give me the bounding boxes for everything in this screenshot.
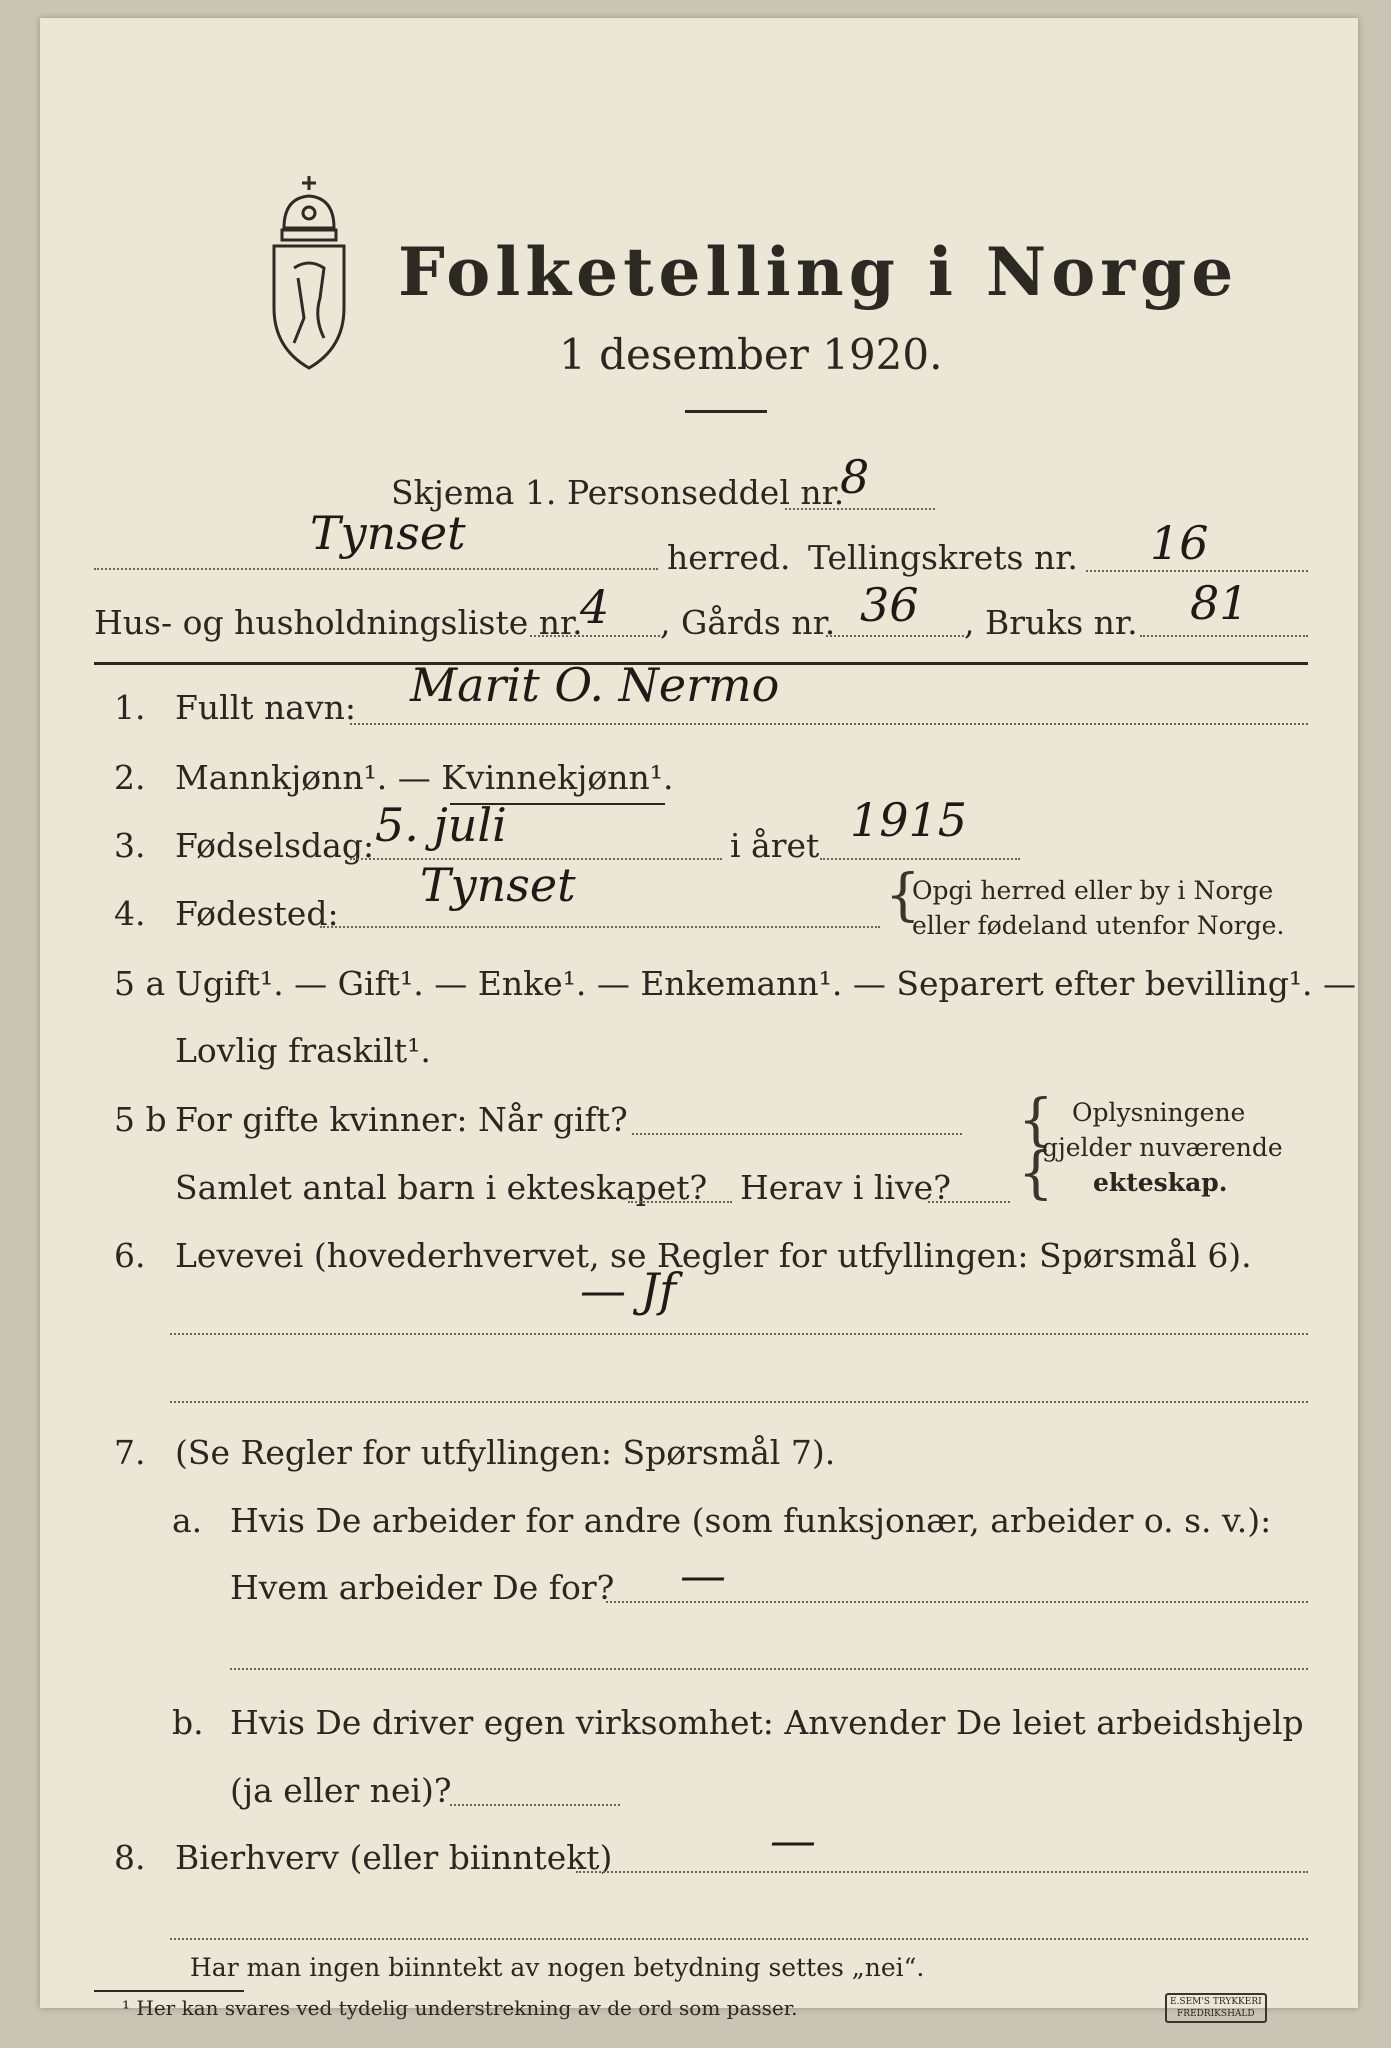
q3-year-label: i året: [730, 826, 820, 865]
employer-value[interactable]: —: [680, 1548, 726, 1602]
q7b-line: [450, 1804, 620, 1806]
hus-line: [530, 635, 660, 637]
footer-note: Har man ingen biinntekt av nogen betydning settes „nei“.: [190, 1953, 925, 1982]
q4-brace: {: [885, 863, 921, 928]
herred-label: herred.: [667, 538, 791, 577]
title-divider: [685, 410, 767, 413]
q6-number: 6.: [114, 1236, 146, 1275]
q5b-line2a: Samlet antal barn i ekteskapet?: [175, 1168, 708, 1207]
footnote-rule: [94, 1990, 244, 1992]
hus-value[interactable]: 4: [580, 580, 610, 634]
q1-number: 1.: [114, 688, 146, 727]
stamp-line1: E.SEM'S TRYKKERI: [1170, 1997, 1262, 2007]
gards-line: [826, 635, 964, 637]
q8-number: 8.: [114, 1838, 146, 1877]
q7a-line-extra: [230, 1668, 1308, 1670]
q5a-line1: Ugift¹. — Gift¹. — Enke¹. — Enkemann¹. — Separert efter bevilling¹. —: [175, 964, 1357, 1003]
q3-number: 3.: [114, 826, 146, 865]
q6-line1: [170, 1333, 1308, 1335]
q5b-alive-line: [928, 1201, 1010, 1203]
q8-line1: [576, 1871, 1308, 1873]
q8-line2: [170, 1938, 1308, 1940]
q4-note-line2: eller fødeland utenfor Norge.: [912, 911, 1285, 940]
herred-line: [94, 568, 658, 570]
q7-number: 7.: [114, 1433, 146, 1472]
q7a-number: a.: [172, 1501, 203, 1540]
bruks-line: [1140, 635, 1308, 637]
q7b-line2: (ja eller nei)?: [230, 1771, 452, 1810]
q7-label: (Se Regler for utfyllingen: Spørsmål 7).: [175, 1433, 836, 1472]
birthdate-value[interactable]: 5. juli: [375, 798, 507, 852]
form-title: Folketelling i Norge: [398, 233, 1239, 311]
herred-value[interactable]: Tynset: [310, 506, 466, 560]
q8-label: Bierhverv (eller biinntekt): [175, 1838, 613, 1877]
coat-of-arms-icon: [254, 168, 364, 378]
gards-value[interactable]: 36: [860, 578, 919, 632]
q5b-note-line3: ekteskap.: [1093, 1168, 1228, 1197]
tellingskrets-label: Tellingskrets nr.: [808, 538, 1078, 577]
q5a-number: 5 a: [114, 964, 166, 1003]
q5b-married-line: [632, 1133, 962, 1135]
q5b-brace-bottom: {: [1018, 1141, 1054, 1206]
q3-label: Fødselsdag:: [175, 826, 375, 865]
q5b-line1: For gifte kvinner: Når gift?: [175, 1100, 628, 1139]
q4-line: [320, 926, 880, 928]
q6-line2: [170, 1401, 1308, 1403]
personseddel-value[interactable]: 8: [840, 450, 870, 504]
q6-label: Levevei (hovederhvervet, se Regler for utfyllingen: Spørsmål 6).: [175, 1236, 1252, 1275]
occupation-value[interactable]: — Jf: [580, 1263, 677, 1317]
gards-label: , Gårds nr.: [660, 603, 836, 642]
tellingskrets-value[interactable]: 16: [1150, 516, 1209, 570]
q5b-note-line1: Oplysningene: [1072, 1098, 1246, 1127]
q5b-number: 5 b: [114, 1100, 167, 1139]
q4-label: Fødested:: [175, 894, 339, 933]
personseddel-label: Personseddel nr.: [567, 473, 845, 512]
side-income-value[interactable]: —: [770, 1813, 816, 1867]
tellingskrets-line: [1086, 570, 1308, 572]
q2-number: 2.: [114, 758, 146, 797]
stamp-line2: FREDRIKSHALD: [1177, 2009, 1255, 2019]
personseddel-line: [785, 508, 935, 510]
q7a-line1: Hvis De arbeider for andre (som funksjonær, arbeider o. s. v.):: [230, 1501, 1272, 1540]
q4-note-line1: Opgi herred eller by i Norge: [912, 876, 1274, 905]
birthyear-value[interactable]: 1915: [850, 793, 968, 847]
birthplace-value[interactable]: Tynset: [420, 858, 576, 912]
q5b-children-line: [628, 1201, 732, 1203]
q7b-number: b.: [172, 1703, 204, 1742]
q3-year-line: [820, 858, 1020, 860]
full-name-value[interactable]: Marit O. Nermo: [410, 658, 780, 712]
q4-number: 4.: [114, 894, 146, 933]
hus-label: Hus- og husholdningsliste nr.: [94, 603, 583, 642]
census-form: [40, 18, 1358, 2020]
q1-line: [350, 723, 1308, 725]
footnote: ¹ Her kan svares ved tydelig understrekning av de ord som passer.: [122, 1996, 798, 2020]
q7a-line2: Hvem arbeider De for?: [230, 1568, 615, 1607]
q5b-line2b: Herav i live?: [740, 1168, 951, 1207]
census-date: 1 desember 1920.: [559, 330, 943, 379]
bruks-label: , Bruks nr.: [964, 603, 1138, 642]
q2-label: Mannkjønn¹. — Kvinnekjønn¹.: [175, 758, 674, 797]
q7b-line1: Hvis De driver egen virksomhet: Anvender De leiet arbeidshjelp: [230, 1703, 1304, 1742]
q5b-brace-top: {: [1018, 1088, 1054, 1153]
q1-label: Fullt navn:: [175, 688, 356, 727]
bruks-value[interactable]: 81: [1190, 576, 1249, 630]
q5b-note-line2: gjelder nuværende: [1042, 1133, 1283, 1162]
skjema-label: Skjema 1.: [391, 473, 557, 512]
q5a-line2: Lovlig fraskilt¹.: [175, 1031, 431, 1070]
printer-stamp: [1165, 1993, 1267, 2023]
